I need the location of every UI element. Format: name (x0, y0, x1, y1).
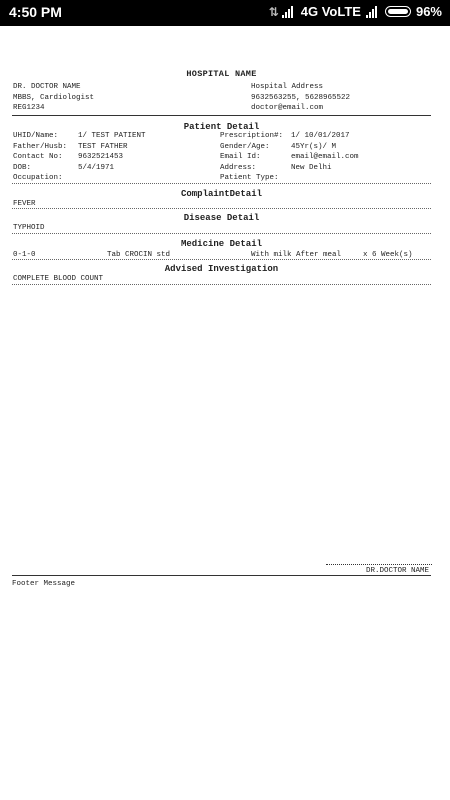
address-label: Address: (220, 164, 257, 172)
status-time: 4:50 PM (9, 4, 62, 20)
medicine-name: Tab CROCIN std (107, 251, 171, 259)
battery-label: 96% (415, 4, 442, 19)
prescription-value: 1/ 10/01/2017 (291, 132, 350, 140)
disease-title: Disease Detail (183, 213, 260, 223)
network-label: 4G VoLTE (300, 4, 361, 19)
disease-divider (12, 233, 431, 234)
father-label: Father/Husb: (13, 143, 68, 151)
email-value: email@email.com (291, 153, 359, 161)
doctor-reg-no: REG1234 (13, 104, 45, 112)
medicine-dose: 0-1-0 (13, 251, 36, 259)
signal-icon-2 (366, 6, 380, 18)
patient-detail-title: Patient Detail (183, 122, 260, 132)
gender-age-label: Gender/Age: (220, 143, 270, 151)
contact-value: 9632521453 (78, 153, 124, 161)
patient-type-label: Patient Type: (220, 174, 279, 182)
contact-label: Contact No: (13, 153, 63, 161)
status-icons (269, 4, 442, 19)
occupation-label: Occupation: (13, 174, 63, 182)
status-bar (0, 0, 450, 26)
dob-label: DOB: (13, 164, 32, 172)
father-value: TEST FATHER (78, 143, 128, 151)
hospital-email: doctor@email.com (251, 104, 324, 112)
signature-name: DR.DOCTOR NAME (366, 567, 430, 575)
dob-value: 5/4/1971 (78, 164, 115, 172)
patient-detail-divider (12, 183, 431, 184)
complaint-title: ComplaintDetail (180, 189, 262, 199)
medicine-instructions: With milk After meal (251, 251, 342, 259)
complaint-divider (12, 208, 431, 209)
investigation-divider (12, 284, 431, 285)
doctor-qualification: MBBS, Cardiologist (13, 94, 95, 102)
investigation-text: COMPLETE BLOOD COUNT (13, 275, 104, 283)
prescription-label: Prescription#: (220, 132, 284, 140)
medicine-title: Medicine Detail (180, 239, 262, 249)
signature-line (326, 564, 432, 565)
medicine-divider (12, 259, 431, 260)
header-divider (12, 115, 431, 116)
investigation-title: Advised Investigation (164, 264, 279, 274)
doctor-name: DR. DOCTOR NAME (13, 83, 81, 91)
footer-message: Footer Message (12, 580, 76, 588)
address-value: New Delhi (291, 164, 332, 172)
uhid-label: UHID/Name: (13, 132, 59, 140)
gender-age-value: 45Yr(s)/ M (291, 143, 337, 151)
email-label: Email Id: (220, 153, 261, 161)
hospital-address: Hospital Address (251, 83, 324, 91)
footer-divider (12, 575, 431, 576)
hospital-name: HOSPITAL NAME (186, 69, 257, 79)
medicine-duration: x 6 Week(s) (363, 251, 413, 259)
signal-icon (282, 6, 296, 18)
hospital-phones: 9632563255, 5628965522 (251, 94, 351, 102)
complaint-text: FEVER (13, 200, 36, 208)
disease-text: TYPHOID (13, 224, 45, 232)
uhid-value: 1/ TEST PATIENT (78, 132, 146, 140)
data-transfer-icon: ⇅ (268, 4, 277, 19)
battery-icon (385, 6, 411, 17)
